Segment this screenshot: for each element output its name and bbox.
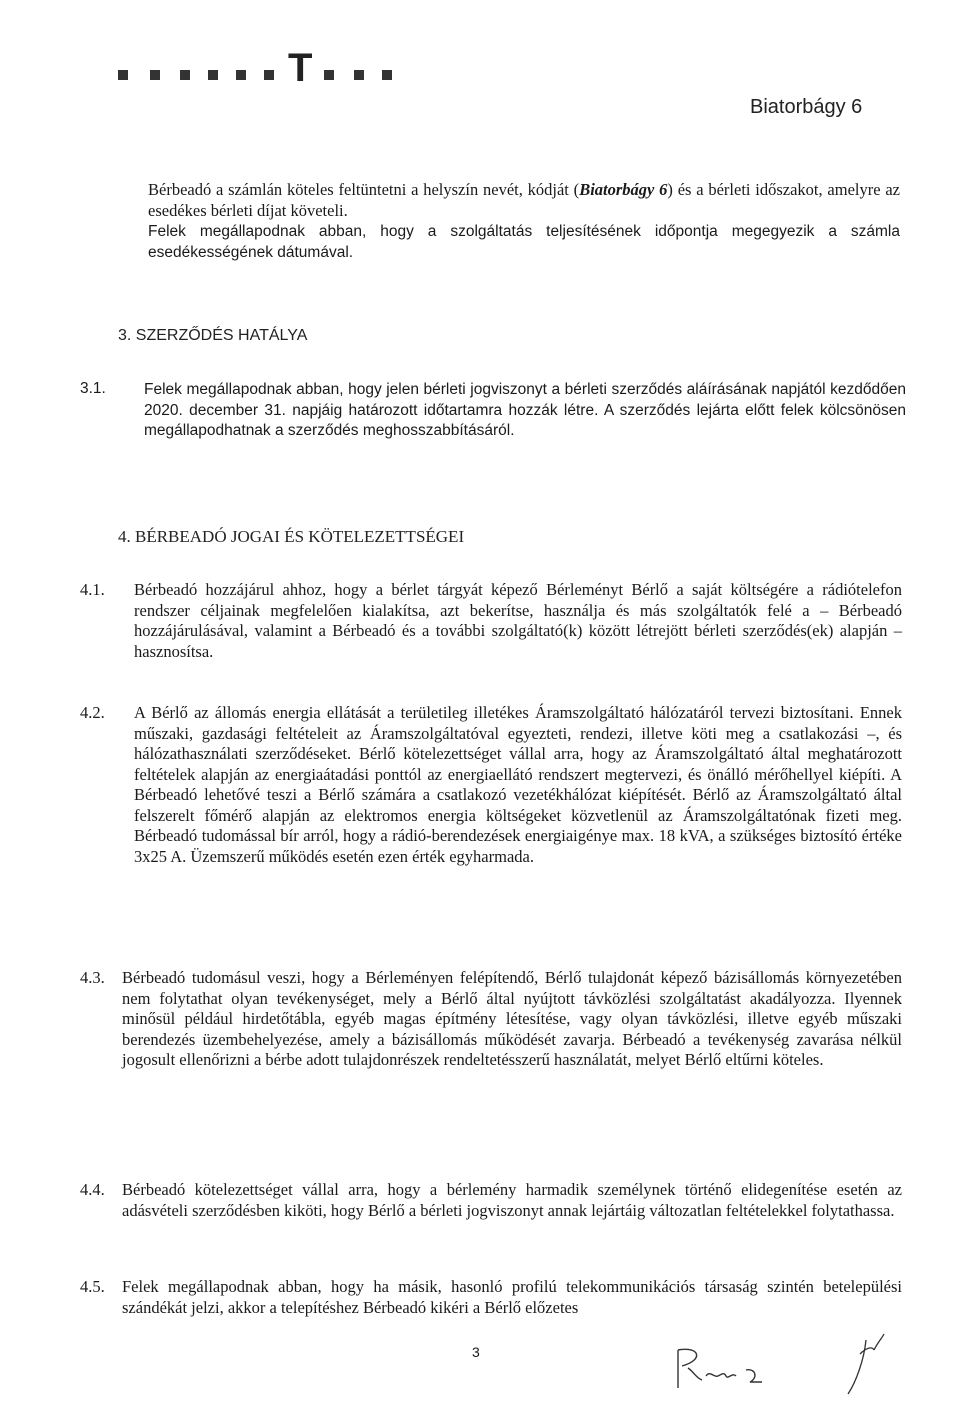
clause-4-5: Felek megállapodnak abban, hogy ha másik, hasonló profilú telekommunikációs társaság szintén betelepülési szándékát jelzi, akkor a telepítéshez Bérbeadó kikéri a Bérlő előzetes bbox=[122, 1277, 902, 1317]
clause-4-3: Bérbeadó tudomásul veszi, hogy a Bérleményen felépítendő, Bérlő tulajdonát képező bázisállomás környezetében nem folytathat olyan tevékenységet, mely a Bérlő által nyújtott távközlési szolgáltatást akadályozza. Ilyennek minősül például hirdetőtábla, egyéb magas építmény létesítése, vagy olyan távközlési, illetve egyéb műszaki berendezés üzembehelyezése, amely a bázisállomás működését zavarja. Bérbeadó a tevékenység zavarása nélkül jogosult ellenőrizni a bérbe adott tulajdonrészek rendeltetésszerű használatát, melyet Bérlő eltűrni köteles. bbox=[122, 968, 902, 1069]
logo-square bbox=[180, 70, 190, 80]
company-logo bbox=[118, 48, 388, 98]
clause-number: 3.1. bbox=[80, 380, 106, 397]
logo-t-mark: T bbox=[288, 46, 313, 90]
clause-number: 4.2. bbox=[80, 703, 105, 722]
clause-3-1: Felek megállapodnak abban, hogy jelen bérleti jogviszonyt a bérleti szerződés aláírásának napjától kezdődően 2020. december 31. napjáig határozott időtartamra hozzák létre. A szerződés lejárta előtt felek kölcsönösen megállapodhatnak a szerződés meghosszabbításáról. bbox=[144, 381, 906, 439]
intro-text: ) és a bérleti időszakot, amelyre az esedékes bérleti díjat követeli. bbox=[148, 180, 901, 220]
clause-number: 4.1. bbox=[80, 580, 105, 599]
logo-square bbox=[118, 70, 128, 80]
clause-number: 4.4. bbox=[80, 1180, 105, 1199]
logo-square bbox=[324, 70, 334, 80]
section-3-heading: 3. SZERZŐDÉS HATÁLYA bbox=[118, 327, 308, 344]
clause-4-1: Bérbeadó hozzájárul ahhoz, hogy a bérlet tárgyát képező Bérleményt Bérlő a saját költségére a rádiótelefon rendszer céljainak megfelelően kialakítsa, azt bekerítse, használja és más szolgáltatók felé a – Bérbeadó hozzájárulásával, valamint a Bérbeadó és a további szolgáltató(k) között létrejött bérleti szerződés(ek) alapján – hasznosítsa. bbox=[134, 580, 902, 661]
logo-square bbox=[236, 70, 246, 80]
site-name: Biatorbágy 6 bbox=[579, 180, 668, 199]
intro-paragraph-2: Felek megállapodnak abban, hogy a szolgáltatás teljesítésének időpontja megegyezik a számla esedékességének dátumával. bbox=[148, 223, 900, 261]
header-title: Biatorbágy 6 bbox=[750, 96, 863, 118]
page-number: 3 bbox=[472, 1344, 480, 1360]
clause-number: 4.5. bbox=[80, 1277, 105, 1296]
logo-square bbox=[354, 70, 364, 80]
logo-square bbox=[382, 70, 392, 80]
logo-square bbox=[208, 70, 218, 80]
clause-4-2: A Bérlő az állomás energia ellátását a területileg illetékes Áramszolgáltató hálózatáról tervezi biztosítani. Ennek műszaki, gazdasági feltételeit az Áramszolgáltatóval egyezteti, rendezi, illetve köti meg a csatlakozási –, és hálózathasználati szerződéseket. Bérlő kötelezettséget vállal arra, hogy az Áramszolgáltató által meghatározott feltételek alapján az energiaátadási ponttól az energiaellátó rendszert megtervezi, és önálló mérőhellyel kiépíti. A Bérbeadó lehetővé teszi a Bérlő számára a csatlakozó vezetékhálózat kiépítését. Bérlő az Áramszolgáltató által felszerelt főmérő alapján az elektromos energia költségeket közvetlenül az Áramszolgáltatónak fizeti meg. Bérbeadó tudomással bír arról, hogy a rádió-berendezések energiaigénye max. 18 kVA, a szükséges biztosító értéke 3x25 A. Üzemszerű működés esetén ezen érték egyharmada. bbox=[134, 703, 902, 866]
logo-square bbox=[150, 70, 160, 80]
clause-number: 4.3. bbox=[80, 968, 105, 987]
intro-paragraph-1 bbox=[148, 180, 900, 221]
handwritten-signature bbox=[660, 1320, 920, 1400]
logo-square bbox=[264, 70, 274, 80]
clause-4-4: Bérbeadó kötelezettséget vállal arra, hogy a bérlemény harmadik személynek történő elidegenítése esetén az adásvételi szerződésben kiköti, hogy Bérlő a bérleti jogviszonyt annak lejártáig változatlan feltételekkel folytathassa. bbox=[122, 1180, 902, 1220]
section-4-heading: 4. BÉRBEADÓ JOGAI ÉS KÖTELEZETTSÉGEI bbox=[118, 527, 465, 546]
intro-text: Bérbeadó a számlán köteles feltüntetni a helyszín nevét, kódját ( bbox=[148, 180, 580, 199]
